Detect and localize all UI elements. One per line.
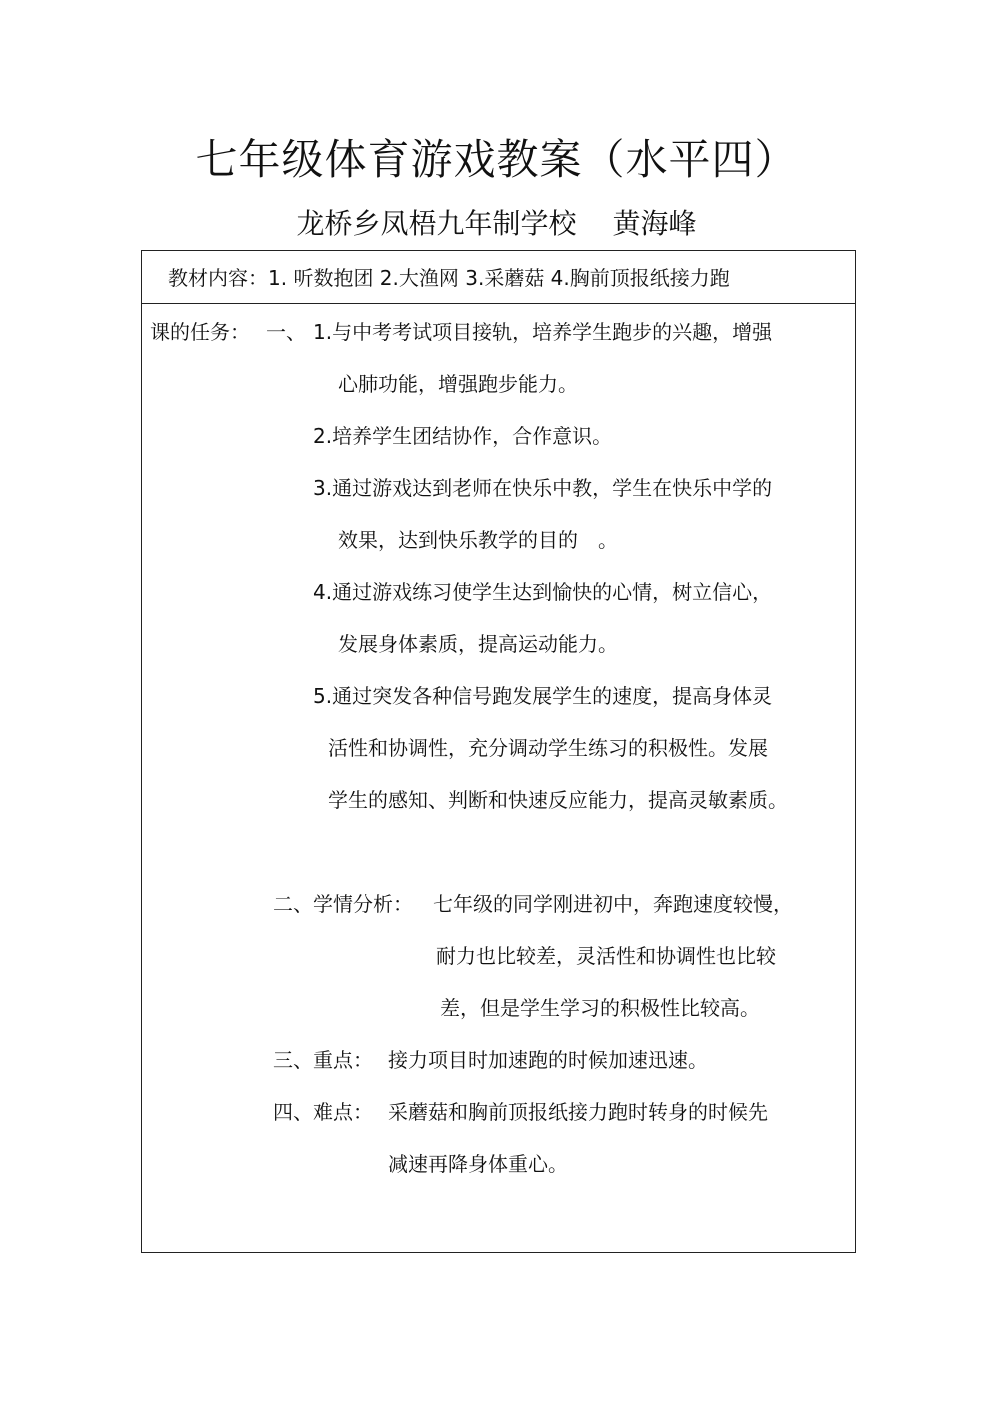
row-divider [142, 303, 855, 304]
page-title: 七年级体育游戏教案（水平四） [195, 135, 798, 184]
materials-row [168, 262, 730, 294]
key-point-text: 接力项目时加速跑的时候加速迅速。 [388, 1048, 708, 1072]
task-line: 2.培养学生团结协作，合作意识。 [313, 424, 613, 448]
school-name: 龙桥乡凤梧九年制学校 [296, 207, 577, 240]
analysis-label: 二、学情分析： [273, 892, 413, 916]
tasks-label: 课的任务： [150, 320, 250, 344]
section-one-marker: 一、 [266, 320, 306, 344]
task-line: 4.通过游戏练习使学生达到愉快的心情，树立信心， [313, 580, 773, 604]
task-line: 发展身体素质，提高运动能力。 [338, 632, 618, 656]
task-line: 3.通过游戏达到老师在快乐中教，学生在快乐中学的 [313, 476, 773, 500]
task-line: 学生的感知、判断和快速反应能力，提高灵敏素质。 [328, 788, 788, 812]
analysis-line: 耐力也比较差，灵活性和协调性也比较 [436, 944, 776, 968]
key-point-label: 三、重点： [273, 1048, 373, 1072]
task-line: 效果，达到快乐教学的目的 。 [338, 528, 618, 552]
materials-label: 教材内容： [168, 266, 268, 290]
task-line: 5.通过突发各种信号跑发展学生的速度，提高身体灵 [313, 684, 773, 708]
difficulty-label: 四、难点： [273, 1100, 373, 1124]
task-line: 1.与中考考试项目接轨，培养学生跑步的兴趣，增强 [313, 320, 773, 344]
task-line: 活性和协调性，充分调动学生练习的积极性。发展 [328, 736, 768, 760]
difficulty-line: 采蘑菇和胸前顶报纸接力跑时转身的时候先 [388, 1100, 768, 1124]
subtitle [0, 200, 993, 248]
analysis-line: 差，但是学生学习的积极性比较高。 [440, 996, 760, 1020]
materials-content: 1. 听数抱团 2.大渔网 3.采蘑菇 4.胸前顶报纸接力跑 [268, 266, 730, 290]
task-line: 心肺功能，增强跑步能力。 [338, 372, 578, 396]
analysis-line: 七年级的同学刚进初中，奔跑速度较慢， [433, 892, 793, 916]
author-name: 黄海峰 [612, 207, 697, 240]
difficulty-line: 减速再降身体重心。 [388, 1152, 568, 1176]
